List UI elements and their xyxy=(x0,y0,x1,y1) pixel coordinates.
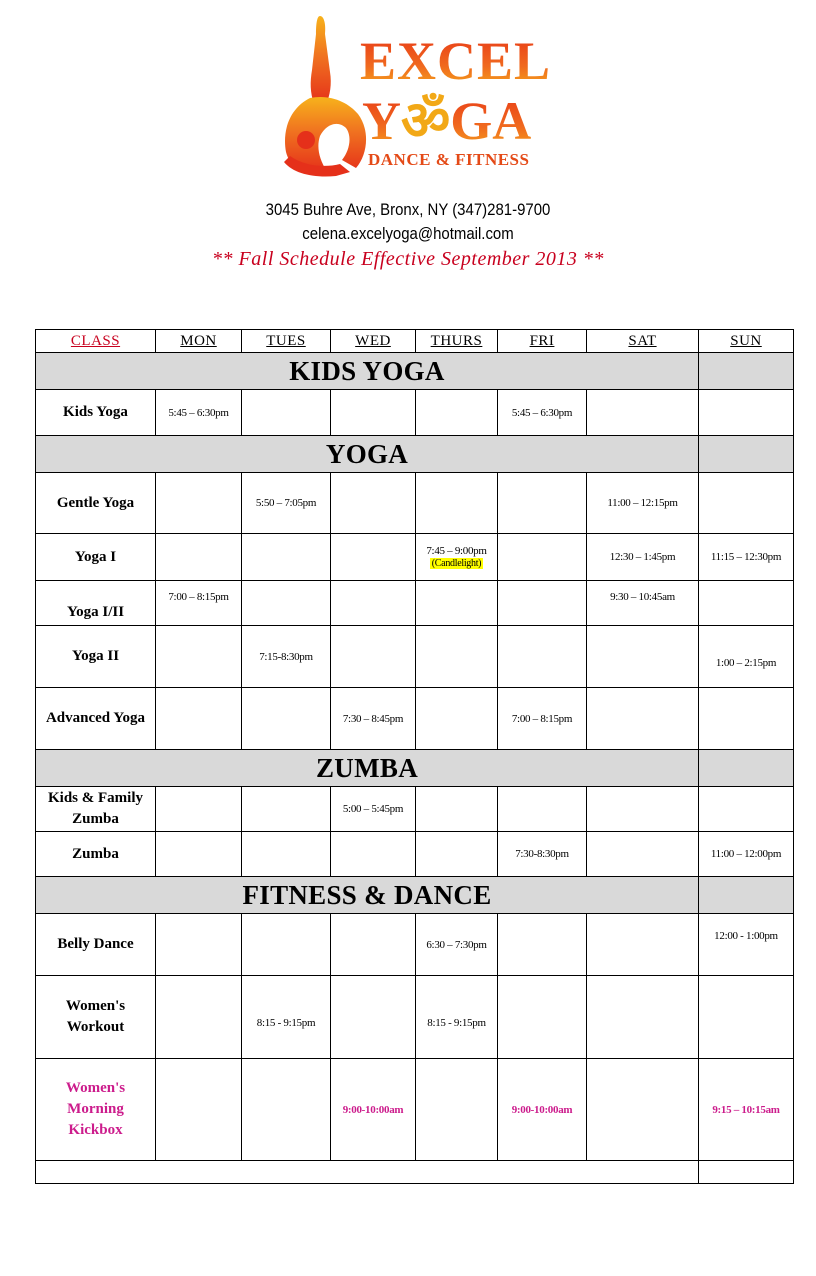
class-name: Advanced Yoga xyxy=(36,688,156,750)
section-row-kids-yoga xyxy=(36,353,794,390)
yoga-pose-figure-icon xyxy=(280,12,370,182)
class-name: Yoga II xyxy=(36,626,156,688)
time-slot: 1:00 – 2:15pm xyxy=(699,626,794,688)
time-slot: 7:30-8:30pm xyxy=(498,832,587,877)
time-slot: 9:00-10:00am xyxy=(331,1059,416,1161)
class-name: Women's Workout xyxy=(36,976,156,1059)
time-slot: 11:00 – 12:00pm xyxy=(699,832,794,877)
time-slot: 7:45 – 9:00pm (Candlelight) xyxy=(416,534,498,581)
logo-word-yoga: YॐGA xyxy=(362,91,532,151)
schedule-notice: ** Fall Schedule Effective September 2013 ** xyxy=(212,248,604,270)
class-schedule-table xyxy=(35,329,794,1184)
time-slot: 11:00 – 12:15pm xyxy=(587,473,699,534)
logo-word-excel: EXCEL xyxy=(360,31,552,91)
time-slot: 7:00 – 8:15pm xyxy=(156,581,242,626)
table-row xyxy=(36,473,794,534)
section-title: FITNESS & DANCE xyxy=(36,877,699,914)
class-name: Women's Morning Kickbox xyxy=(36,1059,156,1161)
logo-tagline: DANCE & FITNESS xyxy=(368,150,530,169)
col-fri: FRI xyxy=(498,330,587,353)
class-name: Belly Dance xyxy=(36,914,156,976)
time-slot: 12:30 – 1:45pm xyxy=(587,534,699,581)
time-slot: 12:00 - 1:00pm xyxy=(699,914,794,976)
candlelight-badge: (Candlelight) xyxy=(431,558,482,569)
time-slot: 7:30 – 8:45pm xyxy=(331,688,416,750)
address: 3045 Buhre Ave, Bronx, NY (347)281-9700 xyxy=(265,200,551,219)
col-wed: WED xyxy=(331,330,416,353)
excel-yoga-logo xyxy=(280,12,550,182)
time-slot: 5:45 – 6:30pm xyxy=(498,390,587,436)
time-slot: 6:30 – 7:30pm xyxy=(416,914,498,976)
class-name: Kids Yoga xyxy=(36,390,156,436)
col-mon: MON xyxy=(156,330,242,353)
table-row xyxy=(36,688,794,750)
om-symbol-icon: ॐ xyxy=(401,91,451,151)
table-row xyxy=(36,534,794,581)
table-row xyxy=(36,390,794,436)
class-name: Yoga I/II xyxy=(36,581,156,626)
col-tues: TUES xyxy=(242,330,331,353)
col-class: CLASS xyxy=(36,330,156,353)
table-row xyxy=(36,832,794,877)
time-slot: 7:15-8:30pm xyxy=(242,626,331,688)
time-slot: 8:15 - 9:15pm xyxy=(416,976,498,1059)
time-slot: 11:15 – 12:30pm xyxy=(699,534,794,581)
class-name: Kids & Family Zumba xyxy=(36,787,156,832)
table-row xyxy=(36,581,794,626)
time-slot: 5:45 – 6:30pm xyxy=(156,390,242,436)
section-row-fitness-dance xyxy=(36,877,794,914)
class-name: Zumba xyxy=(36,832,156,877)
time-slot: 7:00 – 8:15pm xyxy=(498,688,587,750)
table-row xyxy=(36,1059,794,1161)
time-slot: 5:50 – 7:05pm xyxy=(242,473,331,534)
col-sun: SUN xyxy=(699,330,794,353)
time-slot: 9:00-10:00am xyxy=(498,1059,587,1161)
table-row xyxy=(36,626,794,688)
section-title: YOGA xyxy=(36,436,699,473)
col-sat: SAT xyxy=(587,330,699,353)
table-row xyxy=(36,976,794,1059)
section-row-zumba xyxy=(36,750,794,787)
table-row xyxy=(36,787,794,832)
col-thurs: THURS xyxy=(416,330,498,353)
table-row-empty xyxy=(36,1161,794,1184)
time-slot: 9:30 – 10:45am xyxy=(587,581,699,626)
section-title: ZUMBA xyxy=(36,750,699,787)
time-slot: 5:00 – 5:45pm xyxy=(331,787,416,832)
class-name: Gentle Yoga xyxy=(36,473,156,534)
table-row xyxy=(36,914,794,976)
column-header-row xyxy=(36,330,794,353)
time-slot: 9:15 – 10:15am xyxy=(699,1059,794,1161)
email: celena.excelyoga@hotmail.com xyxy=(302,224,514,243)
section-row-yoga xyxy=(36,436,794,473)
class-name: Yoga I xyxy=(36,534,156,581)
section-title: KIDS YOGA xyxy=(36,353,699,390)
time-slot: 8:15 - 9:15pm xyxy=(242,976,331,1059)
